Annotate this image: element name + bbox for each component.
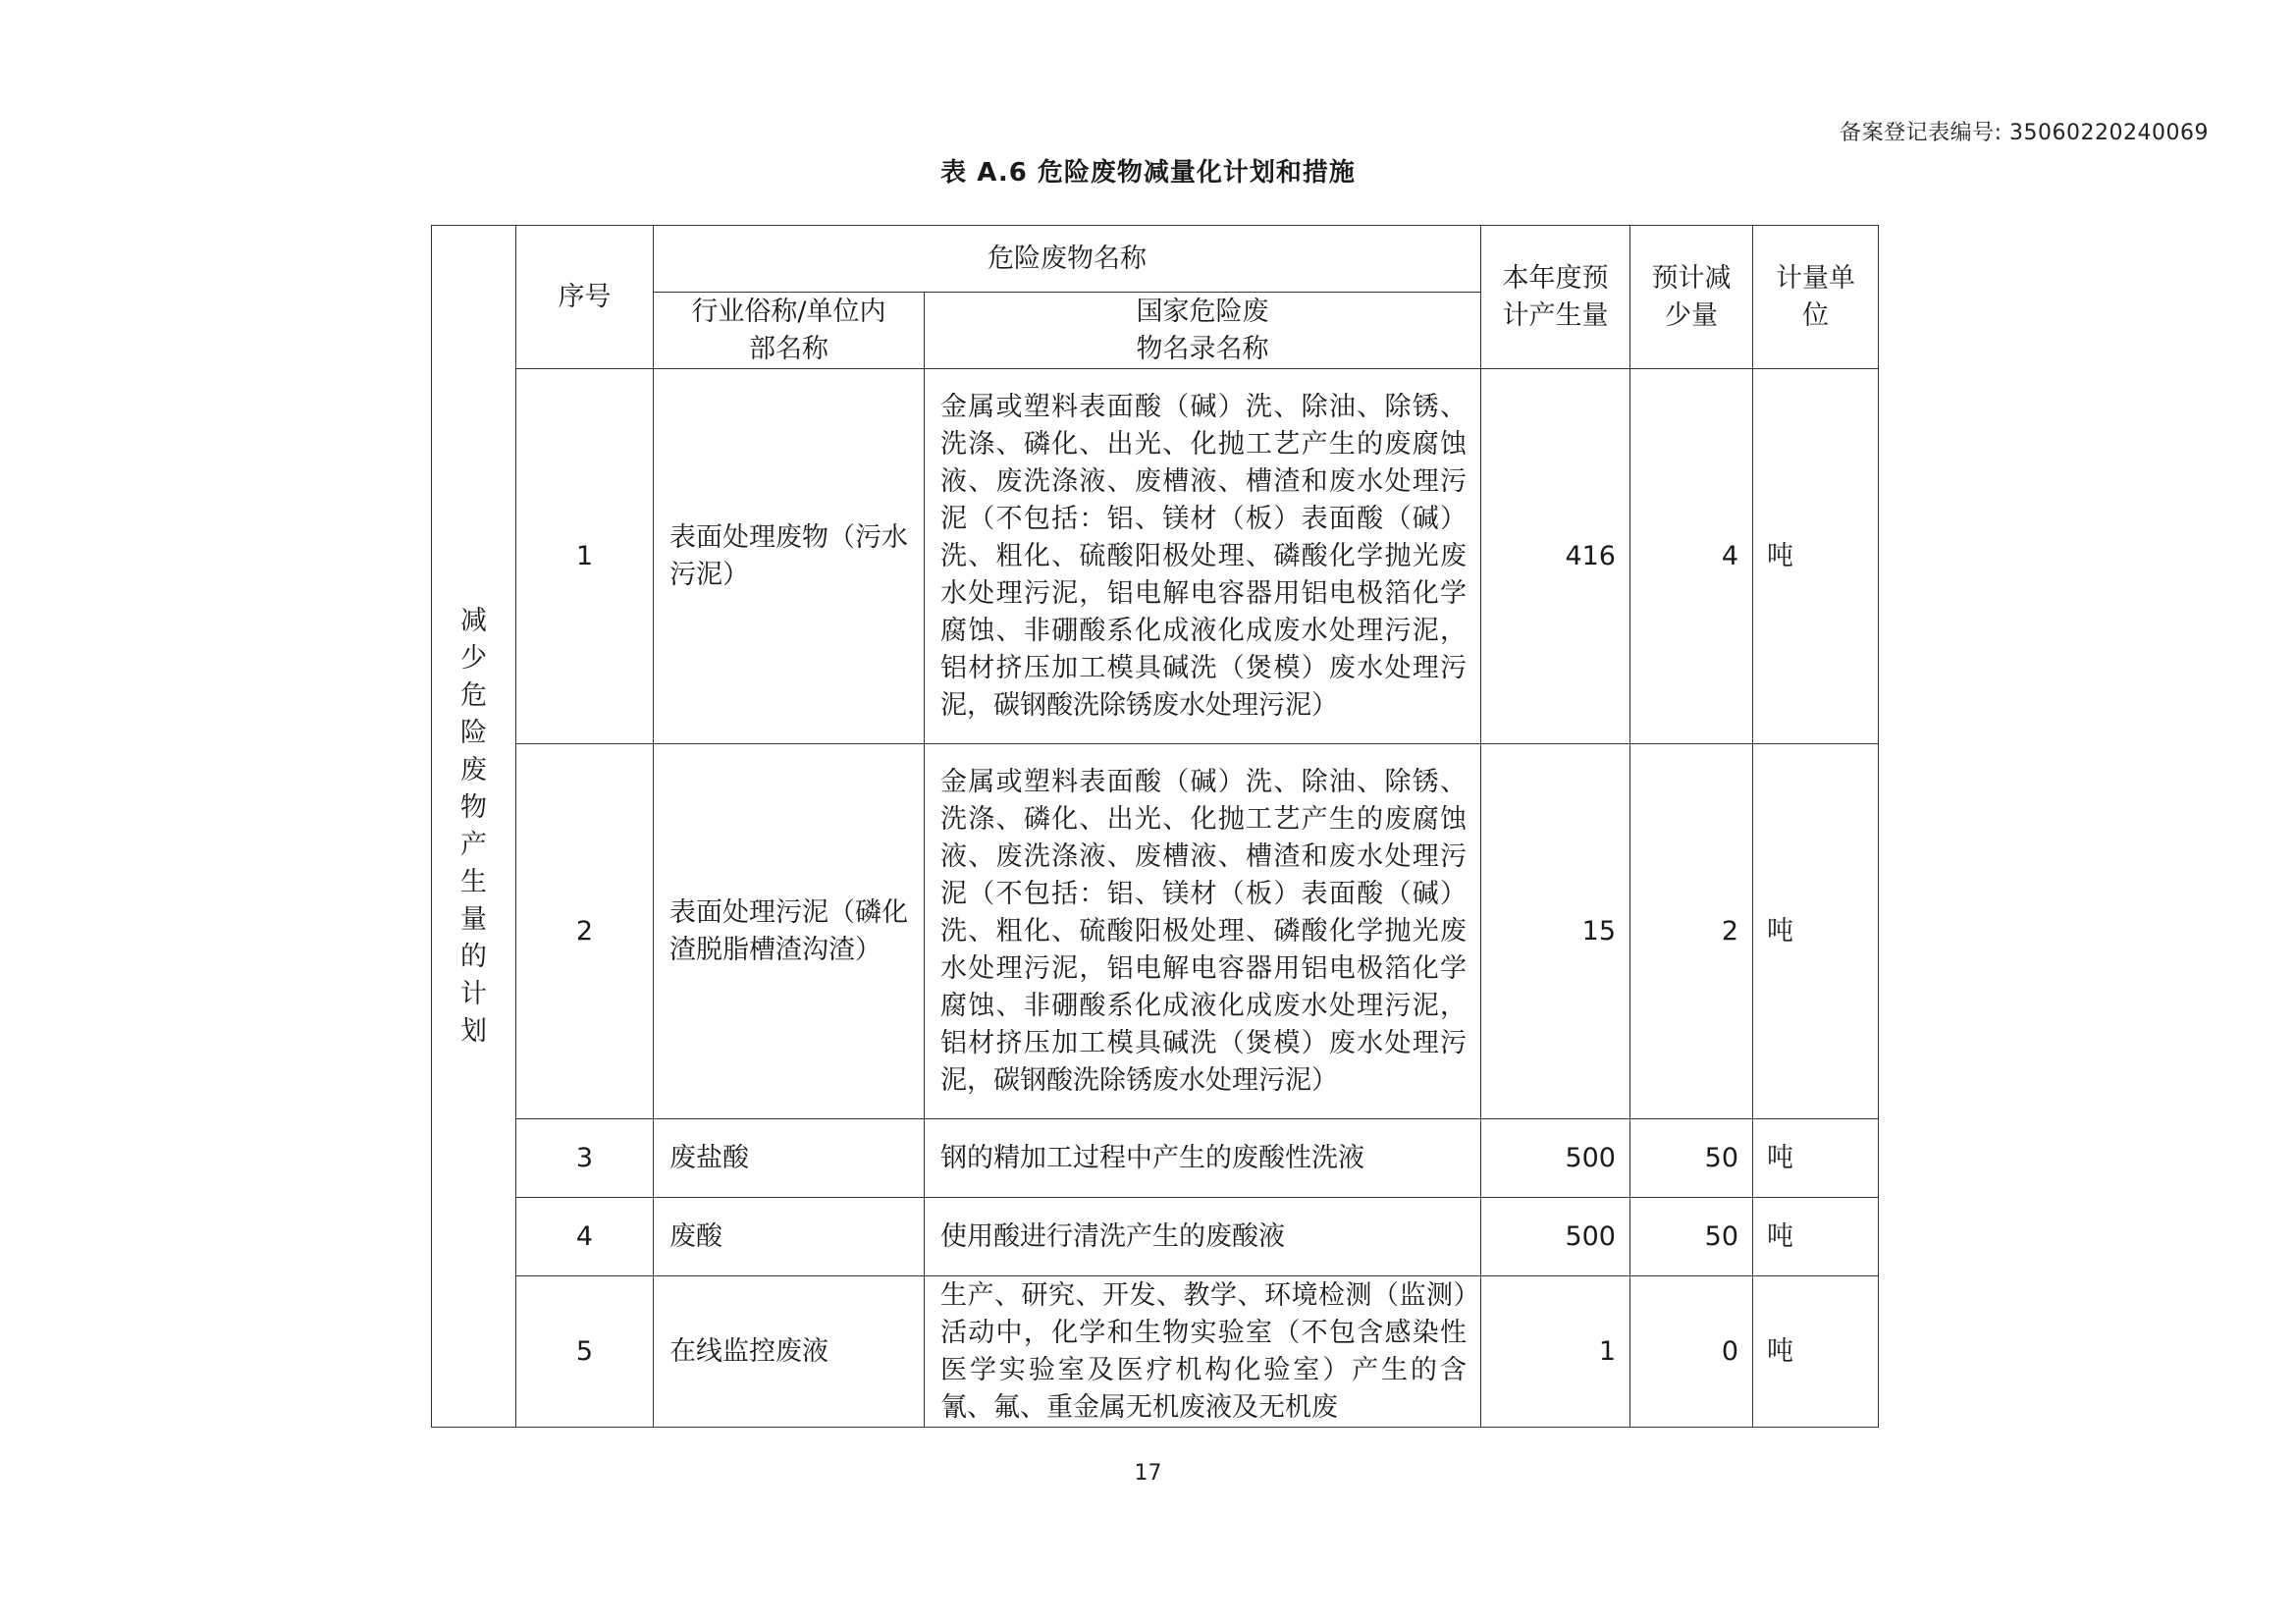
header-industry-name: 行业俗称/单位内部名称 — [654, 293, 925, 369]
waste-reduction-table — [431, 225, 1879, 1428]
registration-number-line — [1840, 116, 2209, 146]
header-annual-generation: 本年度预计产生量 — [1481, 226, 1630, 369]
row-industry-name: 废酸 — [654, 1198, 925, 1276]
row-expected-reduction: 50 — [1630, 1119, 1753, 1198]
table-row — [432, 744, 1879, 1119]
table-title: 表 A.6 危险废物减量化计划和措施 — [940, 158, 1356, 188]
row-seq: 1 — [516, 369, 654, 744]
header-expected-reduction: 预计减少量 — [1630, 226, 1753, 369]
row-annual-generation: 1 — [1481, 1276, 1630, 1428]
table-row — [432, 1276, 1879, 1428]
table-row — [432, 1119, 1879, 1198]
row-unit: 吨 — [1753, 744, 1879, 1119]
row-catalog-name: 生产、研究、开发、教学、环境检测（监测）活动中，化学和生物实验室（不包含感染性医学实验室及医疗机构化验室）产生的含氰、氟、重金属无机废液及无机废 — [925, 1276, 1481, 1428]
row-unit: 吨 — [1753, 369, 1879, 744]
header-row-1 — [432, 226, 1879, 293]
row-seq: 4 — [516, 1198, 654, 1276]
row-unit: 吨 — [1753, 1198, 1879, 1276]
row-catalog-name: 金属或塑料表面酸（碱）洗、除油、除锈、洗涤、磷化、出光、化抛工艺产生的废腐蚀液、废洗涤液、废槽液、槽渣和废水处理污泥（不包括：铝、镁材（板）表面酸（碱）洗、粗化、硫酸阳极处理、磷酸化学抛光废水处理污泥，铝电解电容器用铝电极箔化学腐蚀、非硼酸系化成液化成废水处理污泥，铝材挤压加工模具碱洗（煲模）废水处理污泥，碳钢酸洗除锈废水处理污泥） — [925, 369, 1481, 744]
row-annual-generation: 500 — [1481, 1119, 1630, 1198]
row-unit: 吨 — [1753, 1119, 1879, 1198]
row-industry-name: 表面处理污泥（磷化渣脱脂槽渣沟渣） — [654, 744, 925, 1119]
row-annual-generation: 500 — [1481, 1198, 1630, 1276]
page-number: 17 — [1134, 1461, 1162, 1486]
row-expected-reduction: 4 — [1630, 369, 1753, 744]
row-industry-name: 废盐酸 — [654, 1119, 925, 1198]
category-cell — [432, 226, 516, 1428]
table-row — [432, 1198, 1879, 1276]
header-unit: 计量单位 — [1753, 226, 1879, 369]
row-seq: 2 — [516, 744, 654, 1119]
table-row — [432, 369, 1879, 744]
row-catalog-name: 金属或塑料表面酸（碱）洗、除油、除锈、洗涤、磷化、出光、化抛工艺产生的废腐蚀液、废洗涤液、废槽液、槽渣和废水处理污泥（不包括：铝、镁材（板）表面酸（碱）洗、粗化、硫酸阳极处理、磷酸化学抛光废水处理污泥，铝电解电容器用铝电极箔化学腐蚀、非硼酸系化成液化成废水处理污泥，铝材挤压加工模具碱洗（煲模）废水处理污泥，碳钢酸洗除锈废水处理污泥） — [925, 744, 1481, 1119]
row-industry-name: 在线监控废液 — [654, 1276, 925, 1428]
row-catalog-name: 使用酸进行清洗产生的废酸液 — [925, 1198, 1481, 1276]
row-expected-reduction: 2 — [1630, 744, 1753, 1119]
header-seq: 序号 — [516, 226, 654, 369]
row-annual-generation: 15 — [1481, 744, 1630, 1119]
row-unit: 吨 — [1753, 1276, 1879, 1428]
row-seq: 3 — [516, 1119, 654, 1198]
row-annual-generation: 416 — [1481, 369, 1630, 744]
row-catalog-name: 钢的精加工过程中产生的废酸性洗液 — [925, 1119, 1481, 1198]
registration-label: 备案登记表编号: — [1840, 121, 2002, 145]
category-label: 减少危险废物产生量的计划 — [460, 605, 487, 1047]
row-industry-name: 表面处理废物（污水污泥） — [654, 369, 925, 744]
row-expected-reduction: 50 — [1630, 1198, 1753, 1276]
registration-number: 35060220240069 — [2009, 121, 2209, 145]
row-seq: 5 — [516, 1276, 654, 1428]
header-catalog-name: 国家危险废物名录名称 — [925, 293, 1481, 369]
header-waste-name-group: 危险废物名称 — [654, 226, 1481, 293]
row-expected-reduction: 0 — [1630, 1276, 1753, 1428]
